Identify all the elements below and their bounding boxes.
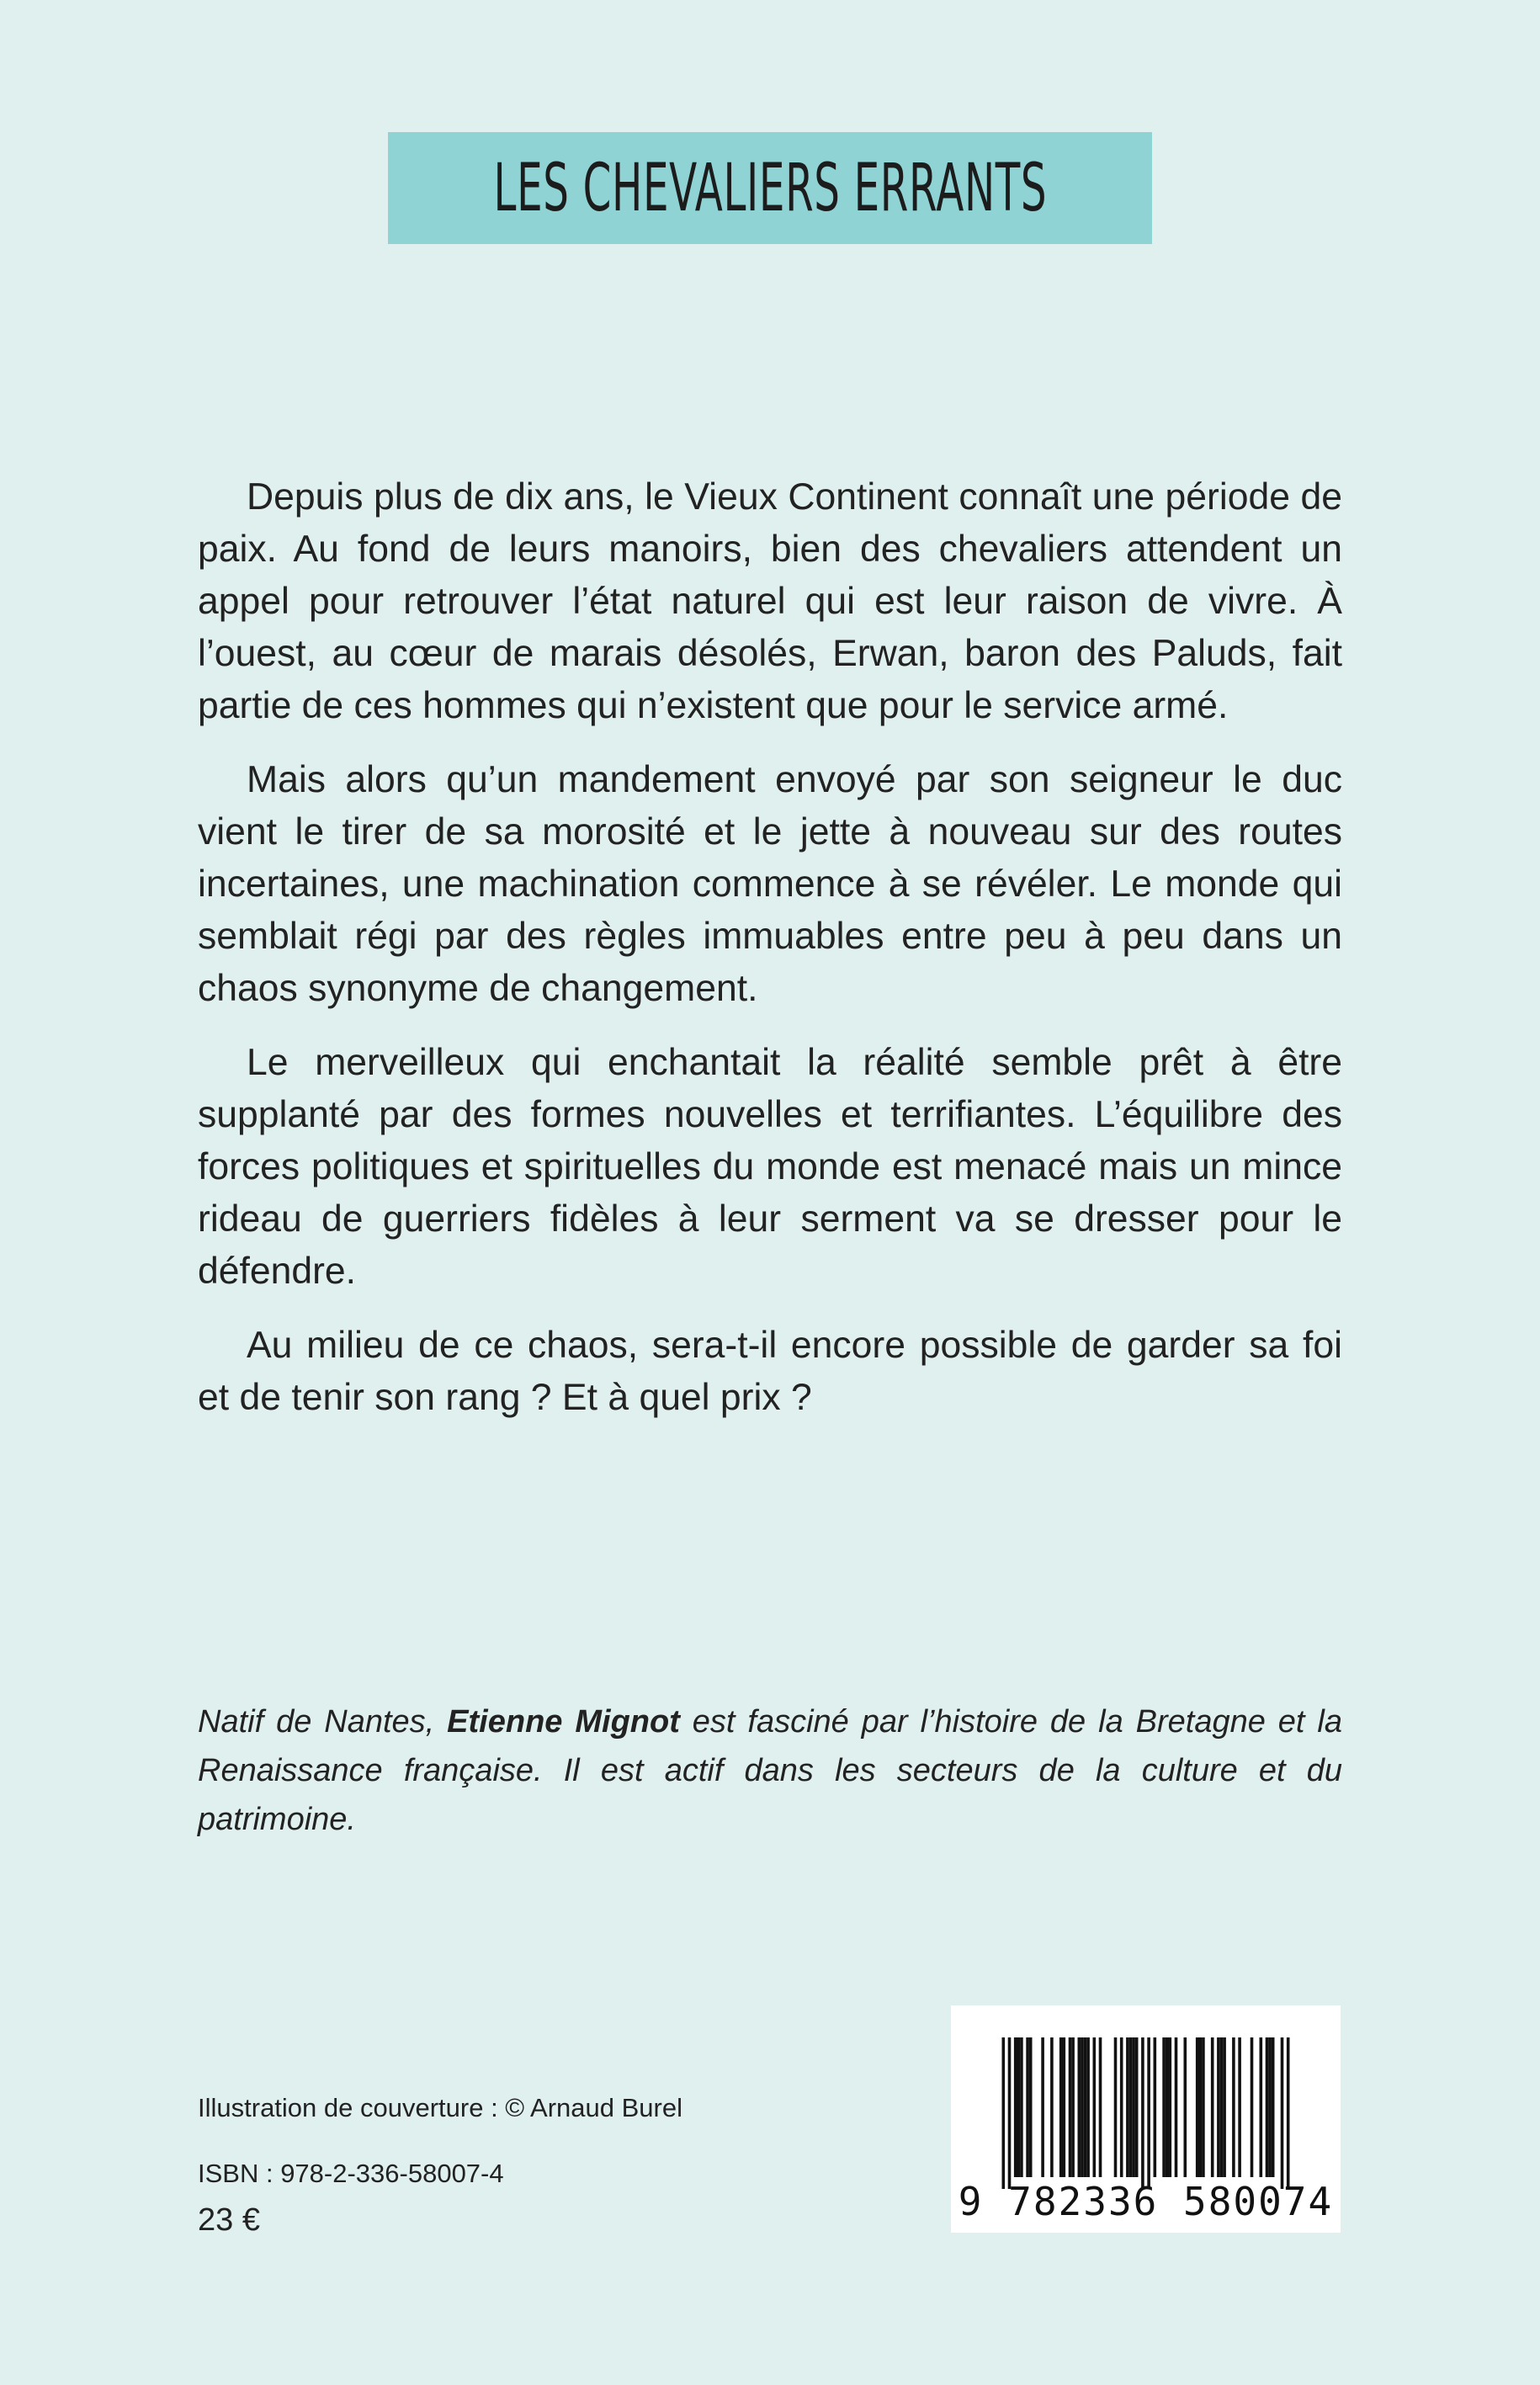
bio-suffix: est fasciné par l’histoire de la Bretagne et la Renaissance française. Il est actif dans les secteurs de la culture et du patrimoine. (198, 1704, 1342, 1837)
barcode-bar (1154, 2037, 1157, 2177)
barcode-bar (1217, 2037, 1220, 2177)
barcode-bar (1093, 2037, 1097, 2177)
barcode-bar (1260, 2037, 1263, 2177)
barcode-bar (1059, 2037, 1063, 2177)
barcode-bar (1129, 2037, 1133, 2177)
barcode-bar (1202, 2037, 1205, 2177)
barcode-bar (1169, 2037, 1172, 2177)
barcode-bar (1251, 2037, 1254, 2177)
barcode-bar (1196, 2037, 1199, 2177)
barcode-bar (1141, 2037, 1144, 2189)
barcode-bar (1281, 2037, 1284, 2189)
synopsis (198, 471, 1342, 1446)
barcode-bar (1071, 2037, 1075, 2177)
barcode-bar (1132, 2037, 1135, 2177)
barcode-bar (1050, 2037, 1054, 2177)
barcode-bar (1184, 2037, 1187, 2177)
barcode-digits: 9 782336 580074 (958, 2179, 1334, 2224)
barcode-bar (1238, 2037, 1241, 2177)
barcode-bar (1063, 2037, 1066, 2177)
barcode-bar (1017, 2037, 1021, 2177)
barcode-bar (1120, 2037, 1123, 2177)
synopsis-paragraph-3: Le merveilleux qui enchantait la réalité semble prêt à être supplanté par des formes nouvelles et terrifiantes. L’équilibre des forces politiques et spirituelles du monde est menacé mais un mince rideau de guerriers fidèles à leur serment va se dresser pour le défendre. (198, 1042, 1342, 1292)
barcode-bar (1002, 2037, 1006, 2189)
barcode-bar (1114, 2037, 1118, 2177)
barcode-bar (1078, 2037, 1081, 2177)
barcode-bar (1069, 2037, 1072, 2177)
barcode-bar (1008, 2037, 1012, 2189)
barcode (951, 2005, 1341, 2233)
barcode-bar (1166, 2037, 1169, 2177)
barcode-bar (1126, 2037, 1129, 2177)
barcode-bar (1026, 2037, 1029, 2177)
illustration-credit: Illustration de couverture : © Arnaud Burel (198, 2093, 682, 2122)
bio-prefix: Natif de Nantes, (198, 1704, 448, 1740)
author-bio (198, 1697, 1342, 1844)
synopsis-paragraph-4: Au milieu de ce chaos, sera-t-il encore possible de garder sa foi et de tenir son rang ? Et à quel prix ? (198, 1325, 1342, 1418)
barcode-bar (1020, 2037, 1023, 2177)
barcode-bar (1268, 2037, 1272, 2177)
synopsis-paragraph-2: Mais alors qu’un mandement envoyé par son seigneur le duc vient le tirer de sa morosité et le jette à nouveau sur des routes incertaines, une machination commence à se révéler. Le monde qui semblait régi par des règles immuables entre peu à peu dans un chaos synonyme de changement. (198, 759, 1342, 1009)
isbn: ISBN : 978-2-336-58007-4 (198, 2159, 504, 2188)
barcode-bar (1220, 2037, 1224, 2177)
author-name: Etienne Mignot (447, 1704, 680, 1740)
title-band (388, 132, 1152, 244)
barcode-bar (1086, 2037, 1090, 2177)
barcode-bar (1147, 2037, 1150, 2189)
barcode-bar (1014, 2037, 1017, 2177)
barcode-bar (1099, 2037, 1102, 2177)
barcode-bar (1199, 2037, 1203, 2177)
price: 23 € (198, 2202, 260, 2238)
barcode-bar (1266, 2037, 1269, 2177)
barcode-bar (1211, 2037, 1214, 2177)
barcode-bar (1287, 2037, 1290, 2189)
barcode-bar (1081, 2037, 1084, 2177)
barcode-bar (1135, 2037, 1139, 2177)
synopsis-paragraph-1: Depuis plus de dix ans, le Vieux Continent connaît une période de paix. Au fond de leurs manoirs, bien des chevaliers attendent un appel pour retrouver l’état naturel qui est leur raison de vivre. À l’ouest, au cœur de marais désolés, Erwan, baron des Paluds, fait partie de ces hommes qui n’existent que pour le service armé. (198, 476, 1342, 726)
barcode-bar (1041, 2037, 1044, 2177)
barcode-bar (1223, 2037, 1226, 2177)
barcode-bar (1232, 2037, 1235, 2177)
book-title: LES CHEVALIERS ERRANTS (493, 150, 1047, 226)
barcode-bar (1029, 2037, 1033, 2177)
barcode-bar (1084, 2037, 1087, 2177)
barcode-bar (1175, 2037, 1178, 2177)
barcode-bar (1272, 2037, 1275, 2177)
barcode-bar (1162, 2037, 1166, 2177)
